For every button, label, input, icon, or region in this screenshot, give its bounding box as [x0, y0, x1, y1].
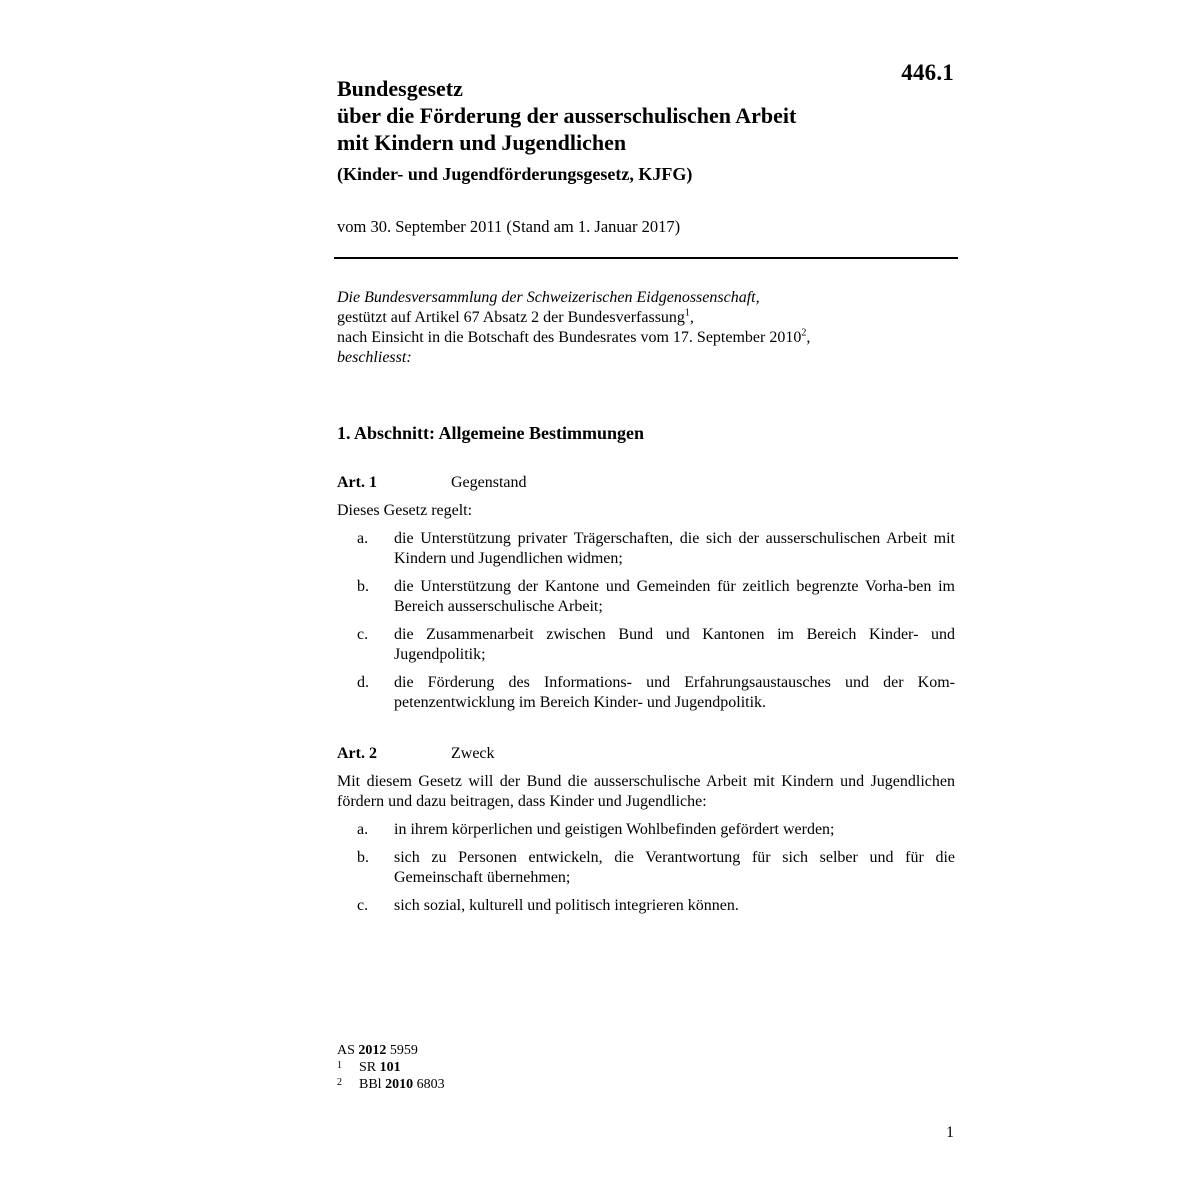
- enactment-date: vom 30. September 2011 (Stand am 1. Januar 2017): [337, 217, 681, 236]
- preamble-legal-basis: [337, 308, 957, 328]
- article-title: Zweck: [451, 745, 495, 762]
- law-short-title: (Kinder- und Jugendförderungsgesetz, KJFG): [337, 164, 693, 184]
- footnotes: [337, 1042, 445, 1093]
- footnote-ref-1[interactable]: 1: [684, 307, 690, 319]
- article-intro: Mit diesem Gesetz will der Bund die ausserschulische Arbeit mit Kindern und Jugendlichen fördern und dazu beitragen, dass Kinder und Jugendliche:: [337, 773, 955, 810]
- item-letter: a.: [357, 821, 369, 838]
- preamble: [337, 288, 957, 368]
- article-item-list: [337, 529, 955, 713]
- article-intro: Dieses Gesetz regelt:: [337, 502, 473, 519]
- as-prefix: AS: [337, 1043, 355, 1058]
- footnote-ref-2[interactable]: 2: [801, 327, 807, 339]
- article-2: [337, 744, 955, 924]
- list-item: [337, 673, 955, 713]
- footnote-bold: 2010: [385, 1077, 414, 1092]
- footnote-mark: 1: [337, 1060, 342, 1071]
- footnote-2: [337, 1076, 445, 1093]
- article-item-list: [337, 820, 955, 916]
- preamble-decision: beschliesst:: [337, 349, 412, 366]
- footnote-text: [359, 1059, 401, 1076]
- item-text: sich zu Personen entwickeln, die Verantwortung für sich selber und für die Gemeinschaft übernehmen;: [394, 849, 955, 886]
- official-collection-ref: [337, 1042, 445, 1059]
- as-year: 2012: [358, 1043, 387, 1058]
- sr-number: 446.1: [901, 60, 954, 85]
- footnote-text: [359, 1076, 445, 1093]
- preamble-message-text: nach Einsicht in die Botschaft des Bundesrates vom 17. September 2010: [337, 329, 802, 346]
- preamble-legal-basis-text: gestützt auf Artikel 67 Absatz 2 der Bundesverfassung: [337, 309, 685, 326]
- article-title: Gegenstand: [451, 474, 527, 491]
- item-text: die Zusammenarbeit zwischen Bund und Kantonen im Bereich Kinder- und Jugendpolitik;: [394, 626, 955, 663]
- preamble-message: [337, 328, 957, 348]
- preamble-enacting-body: Die Bundesversammlung der Schweizerischen Eidgenossenschaft,: [337, 289, 760, 306]
- item-text: sich sozial, kulturell und politisch integrieren können.: [394, 897, 739, 914]
- list-item: [337, 625, 955, 665]
- list-item: [337, 848, 955, 888]
- preamble-punct: ,: [689, 309, 694, 326]
- law-title-line: über die Förderung der ausserschulischen Arbeit: [337, 103, 797, 128]
- article-1: [337, 473, 955, 721]
- list-item: [337, 577, 955, 617]
- article-number: Art. 1: [337, 474, 377, 491]
- footnote-prefix: BBl: [359, 1077, 382, 1092]
- article-header: [337, 473, 955, 495]
- item-text: die Unterstützung privater Trägerschaften, die sich der ausserschulischen Arbeit mit Kindern und Jugendlichen widmen;: [394, 530, 955, 567]
- footnote-1: [337, 1059, 445, 1076]
- footnote-bold: 101: [379, 1060, 401, 1075]
- item-letter: d.: [357, 674, 369, 691]
- footnote-prefix: SR: [359, 1060, 377, 1075]
- preamble-punct: ,: [806, 329, 811, 346]
- item-text: die Förderung des Informations- und Erfahrungsaustausches und der Kom-petenzentwicklung im Bereich Kinder- und Jugendpolitik.: [394, 674, 955, 711]
- item-text: die Unterstützung der Kantone und Gemeinden für zeitlich begrenzte Vorha-ben im Bereich ausserschulische Arbeit;: [394, 578, 955, 615]
- header-divider: [334, 257, 958, 259]
- item-letter: c.: [357, 897, 369, 914]
- list-item: [337, 529, 955, 569]
- list-item: [337, 896, 955, 916]
- footnote-rest: 6803: [416, 1077, 445, 1092]
- footnote-mark: 2: [337, 1077, 342, 1088]
- page-number: 1: [946, 1124, 954, 1141]
- item-letter: c.: [357, 626, 369, 643]
- item-letter: b.: [357, 849, 369, 866]
- list-item: [337, 820, 955, 840]
- item-letter: a.: [357, 530, 369, 547]
- item-text: in ihrem körperlichen und geistigen Wohlbefinden gefördert werden;: [394, 821, 835, 838]
- law-title-block: [337, 75, 937, 186]
- law-title-line: mit Kindern und Jugendlichen: [337, 130, 627, 155]
- item-letter: b.: [357, 578, 369, 595]
- section-heading: 1. Abschnitt: Allgemeine Bestimmungen: [337, 423, 645, 443]
- article-number: Art. 2: [337, 745, 377, 762]
- as-page: 5959: [389, 1043, 418, 1058]
- law-title-line: Bundesgesetz: [337, 76, 463, 101]
- article-header: [337, 744, 955, 766]
